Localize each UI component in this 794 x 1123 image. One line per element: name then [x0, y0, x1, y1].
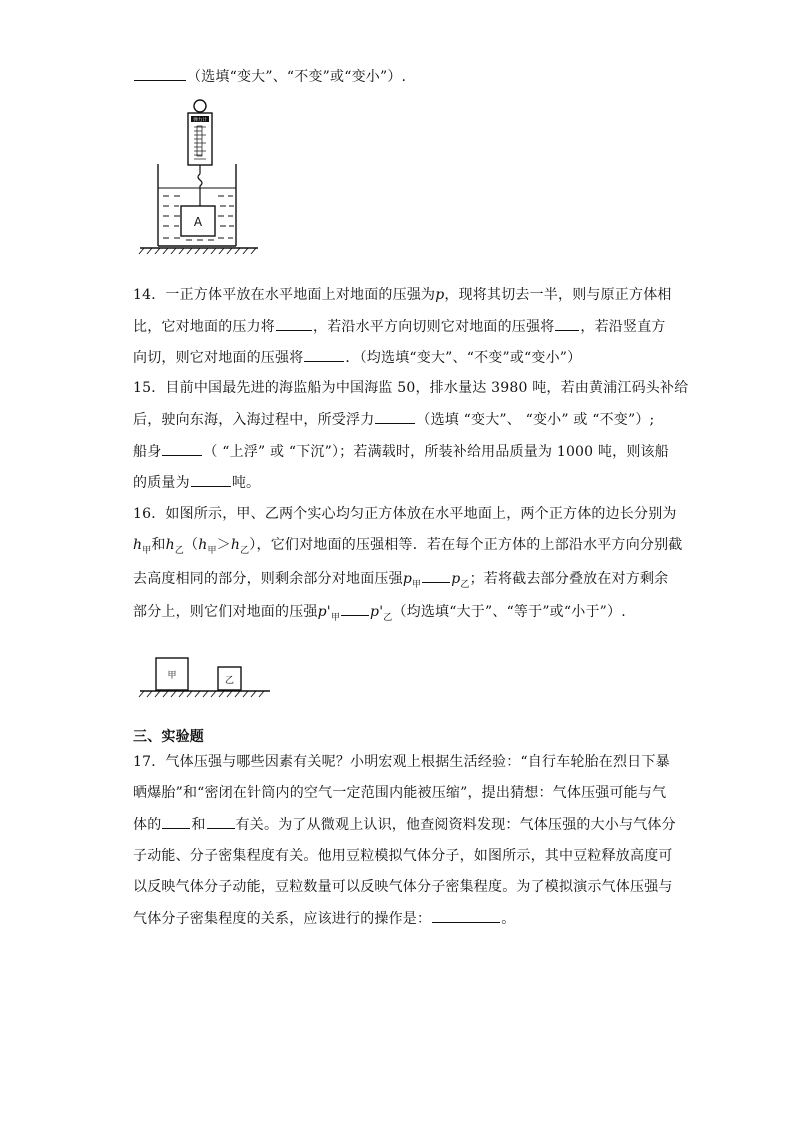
q15-line-2	[133, 409, 654, 430]
answer-blank[interactable]	[341, 601, 369, 616]
subscript-jia: 甲	[207, 545, 217, 556]
q16-text: 部分上，则它们对地面的压强	[133, 604, 318, 620]
q15-text: 15．目前中国最先进的海监船为中国海监 50，排水量达 3980 吨，若由黄浦江码头补给	[133, 380, 689, 396]
top-continuation-line	[133, 66, 406, 87]
answer-blank[interactable]	[422, 568, 450, 583]
q17-text: 17．气体压强与哪些因素有关呢？小明宏观上根据生活经验：“自行车轮胎在烈日下暴	[133, 754, 670, 770]
q16-line-3	[133, 568, 668, 595]
answer-blank[interactable]	[191, 472, 231, 487]
q17-line-6	[133, 908, 515, 929]
subscript-yi: 乙	[460, 579, 470, 590]
cube-jia-label: 甲	[167, 671, 177, 681]
q14-line-2	[133, 316, 666, 337]
q15-text: （ “上浮” 或 “下沉”）；若满载时，所装补给用品质量为 1000 吨，则该船	[203, 444, 669, 460]
q17-text: 子动能、分子密集程度有关。他用豆粒模拟气体分子，如图所示，其中豆粒释放高度可	[133, 848, 673, 864]
q14-text: 比，它对地面的压力将	[133, 319, 275, 335]
height-symbol: h	[165, 537, 175, 553]
q14-text: 14．一正方体平放在水平地面上对地面的压强为	[133, 287, 436, 303]
pressure-symbol: p	[435, 287, 445, 303]
section-title-text: 三、实验题	[133, 729, 204, 745]
subscript-jia: 甲	[142, 545, 152, 556]
section-title	[133, 727, 204, 747]
q14-text: ．（均选填“变大”、“不变”或“变小”）	[345, 350, 582, 366]
cube-yi-label: 乙	[224, 676, 235, 686]
q15-text: 后，驶向东海，入海过程中，所受浮力	[133, 412, 375, 428]
q16-text: （均选填“大于”、“等于”或“小于”）.	[392, 604, 626, 620]
q16-text: 去高度相同的部分，则剩余部分对地面压强	[133, 571, 403, 587]
height-symbol: h	[133, 537, 143, 553]
block-a-label: A	[193, 215, 203, 229]
answer-blank[interactable]	[276, 316, 312, 331]
figure-spring-scale-block	[136, 96, 262, 256]
q15-text: 吨。	[231, 475, 261, 491]
answer-blank[interactable]	[304, 347, 344, 362]
hook-string	[198, 174, 202, 206]
q15-text: 船身	[133, 444, 162, 460]
answer-blank[interactable]	[162, 441, 202, 456]
q17-text: 气体分子密集程度的关系，应该进行的操作是：	[133, 911, 432, 927]
q16-text: ；若将截去部分叠放在对方剩余	[469, 571, 669, 587]
pressure-prime-symbol: p'	[370, 604, 384, 620]
subscript-yi: 乙	[383, 612, 393, 623]
q17-text: 体的	[133, 817, 162, 833]
q15-text: 的质量为	[133, 475, 190, 491]
q17-line-1	[133, 752, 670, 772]
q17-text: 以反映气体分子动能，豆粒数量可以反映气体分子密集程度。为了模拟演示气体压强与	[133, 879, 673, 895]
q17-line-4	[133, 846, 673, 866]
q14-text: 向切，则它对地面的压强将	[133, 350, 304, 366]
subscript-jia: 甲	[411, 579, 422, 590]
q14-text: ，若沿竖直方	[580, 319, 666, 335]
q14-text: ，若沿水平方向切则它对地面的压强将	[313, 319, 555, 335]
ground-hatching	[139, 691, 264, 697]
subscript-yi: 乙	[240, 545, 250, 556]
q17-text: 。	[501, 911, 516, 927]
q14-line-3	[133, 347, 581, 368]
q15-line-1	[133, 378, 688, 398]
q17-line-5	[133, 877, 673, 897]
subscript-jia: 甲	[330, 612, 341, 623]
scale-ring	[194, 100, 206, 112]
figure-two-cubes	[136, 652, 276, 702]
option-hint: （选填“变大”、“不变”或“变小”）.	[187, 69, 407, 85]
q17-text: 晒爆胎”和“密闭在针筒内的空气一定范围内能被压缩”，提出猜想：气体压强可能与气	[133, 785, 667, 801]
pressure-symbol: p	[451, 571, 461, 587]
answer-blank[interactable]	[432, 908, 500, 923]
answer-blank[interactable]	[207, 814, 235, 829]
answer-blank[interactable]	[162, 814, 190, 829]
pressure-prime-symbol: p'	[317, 604, 331, 620]
answer-blank[interactable]	[375, 409, 415, 424]
q16-text: 和	[151, 537, 166, 553]
height-symbol: h	[230, 537, 241, 553]
q14-line-1	[133, 285, 672, 305]
height-symbol: h	[198, 537, 208, 553]
greater-than-sign: ＞	[216, 537, 231, 553]
pressure-symbol: p	[402, 571, 412, 587]
q16-line-1	[133, 504, 677, 524]
subscript-yi: 乙	[174, 545, 185, 556]
q17-text: 和	[191, 817, 206, 833]
q15-line-3	[133, 441, 669, 462]
q17-text: 有关。为了从微观上认识，他查阅资料发现：气体压强的大小与气体分	[235, 817, 676, 833]
q17-line-3	[133, 814, 676, 835]
q16-text: 16．如图所示，甲、乙两个实心均匀正方体放在水平地面上，两个正方体的边长分别为	[133, 506, 677, 522]
answer-blank[interactable]	[555, 316, 579, 331]
answer-blank[interactable]	[134, 66, 186, 81]
ground-hatching	[139, 248, 256, 254]
q16-line-4	[133, 601, 626, 628]
scale-label: 弹力计	[193, 118, 207, 123]
q15-line-4	[133, 472, 260, 493]
q15-text: （选填 “变大”、 “变小” 或 “不变”）;	[416, 412, 655, 428]
q14-text: ，现将其切去一半，则与原正方体相	[444, 287, 672, 303]
q16-line-2: $h_甲$和$h_乙(h_甲>h_乙)$，它们对地面的压强相等．若在每个正方体的上部沿水平方向分别截	[133, 537, 683, 556]
q17-line-2	[133, 783, 666, 803]
q16-text: ，它们对地面的压强相等．若在每个正方体的上部沿水平方向分别截	[256, 537, 683, 553]
